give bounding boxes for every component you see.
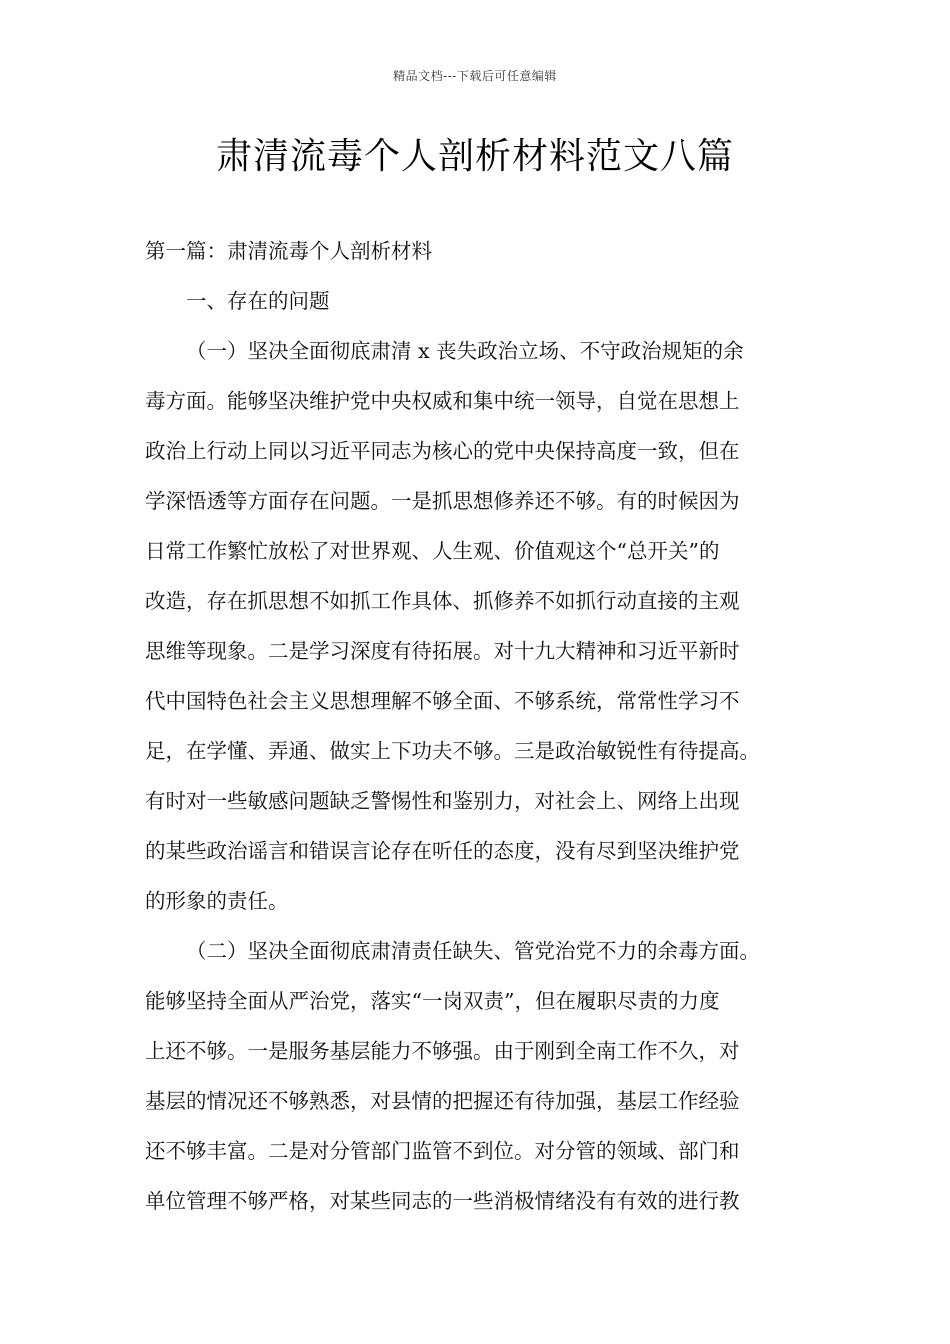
paragraph-line: 政治上行动上同以习近平同志为核心的党中央保持高度一致，但在 [145,439,740,463]
paragraph-line: 代中国特色社会主义思想理解不够全面、不够系统，常常性学习不 [145,689,740,713]
sub-heading: 一、存在的问题 [186,289,330,313]
paragraph-line: 上还不够。一是服务基层能力不够强。由于刚到全南工作不久，对 [145,1039,740,1063]
paragraph-line: 单位管理不够严格，对某些同志的一些消极情绪没有有效的进行教 [145,1189,740,1213]
paragraph-line: 学深悟透等方面存在问题。一是抓思想修养还不够。有的时候因为 [145,489,740,513]
paragraph-line: 日常工作繁忙放松了对世界观、人生观、价值观这个“总开关”的 [145,539,720,563]
paragraph-line: 改造，存在抓思想不如抓工作具体、抓修养不如抓行动直接的主观 [145,589,740,613]
paragraph-line: 的某些政治谣言和错误言论存在听任的态度，没有尽到坚决维护党 [145,839,740,863]
paragraph-line: （二）坚决全面彻底肃清责任缺失、管党治党不力的余毒方面。 [186,939,760,963]
paragraph-line: 能够坚持全面从严治党，落实“一岗双责”，但在履职尽责的力度 [145,989,720,1013]
paragraph-line: 足，在学懂、弄通、做实上下功夫不够。三是政治敏锐性有待提高。 [145,739,760,763]
paragraph-line: 思维等现象。二是学习深度有待拓展。对十九大精神和习近平新时 [145,639,740,663]
paragraph-line: 还不够丰富。二是对分管部门监管不到位。对分管的领域、部门和 [145,1139,740,1163]
paragraph-line: 基层的情况还不够熟悉，对县情的把握还有待加强，基层工作经验 [145,1089,740,1113]
paragraph-line: 的形象的责任。 [145,889,289,913]
paragraph-line: 有时对一些敏感问题缺乏警惕性和鉴别力，对社会上、网络上出现 [145,789,740,813]
paragraph-line: （一）坚决全面彻底肃清 x 丧失政治立场、不守政治规矩的余 [186,339,744,363]
document-title: 肃清流毒个人剖析材料范文八篇 [215,136,734,177]
paragraph-line: 毒方面。能够坚决维护党中央权威和集中统一领导，自觉在思想上 [145,389,740,413]
header-note: 精品文档---下载后可任意编辑 [393,69,557,83]
section-heading: 第一篇：肃清流毒个人剖析材料 [145,239,432,263]
